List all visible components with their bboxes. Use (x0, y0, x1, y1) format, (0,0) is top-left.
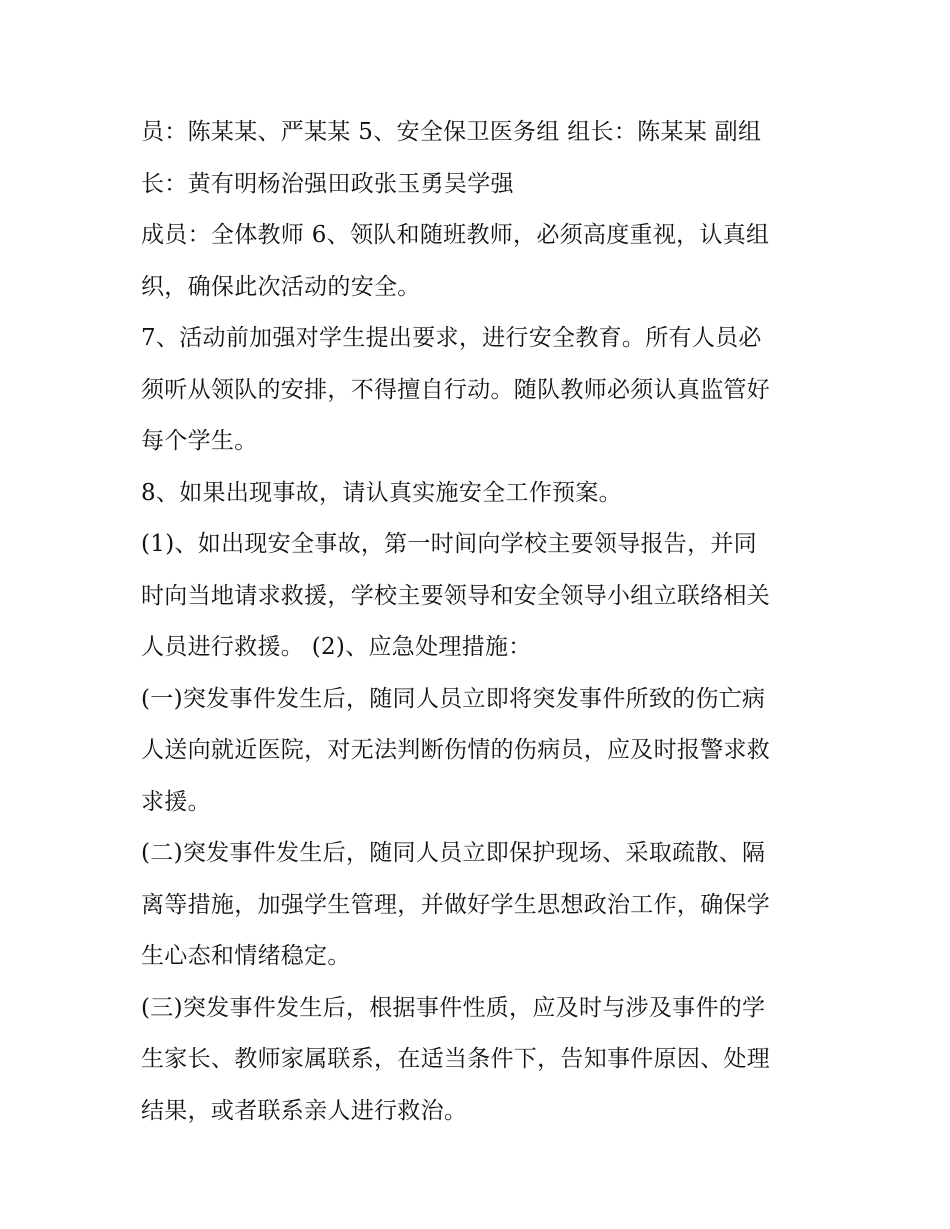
text-line: 人员进行救援。 (2)、应急处理措施： (141, 634, 532, 660)
text-line: 成员：全体教师 6、领队和随班教师，必须高度重视，认真组 (141, 222, 770, 248)
text-line: 求援。 (141, 788, 211, 815)
text-line: 8、如果出现事故，请认真实施安全工作预案。 (141, 479, 622, 506)
text-line: 员：陈某某、严某某 5、安全保卫医务组 组长：陈某某 副组 (141, 119, 762, 145)
text-line: 长：黄有明杨治强田政张玉勇吴学强 (141, 170, 514, 197)
text-line: 须听从领队的安排，不得擅自行动。随队教师必须认真监管好 (141, 376, 771, 403)
text-line: 生心态和情绪稳定。 (141, 943, 351, 969)
text-line: 7、活动前加强对学生提出要求，进行安全教育。所有人员必 (141, 325, 762, 351)
text-line: 织，确保此次活动的安全。 (141, 273, 421, 300)
text-line: 人送向就近医院，对无法判断伤情的伤病员，应及时报警求救 (141, 737, 771, 763)
text-line: (三)突发事件发生后，根据事件性质，应及时与涉及事件的学 (141, 994, 766, 1021)
document-body (141, 107, 821, 1137)
text-line: 生家长、教师家属联系，在适当条件下，告知事件原因、处理 (141, 1046, 771, 1072)
text-line: 每个学生。 (141, 428, 258, 454)
text-line: 离等措施，加强学生管理，并做好学生思想政治工作，确保学 (141, 891, 771, 918)
text-line: (二)突发事件发生后，随同人员立即保护现场、采取疏散、隔 (141, 840, 766, 866)
text-line: (一)突发事件发生后，随同人员立即将突发事件所致的伤亡病 (141, 685, 766, 712)
text-line: 结果，或者联系亲人进行救治。 (141, 1097, 468, 1124)
text-line: (1)、如出现安全事故，第一时间向学校主要领导报告，并同 (141, 531, 757, 557)
text-line: 时向当地请求救援，学校主要领导和安全领导小组立联络相关 (141, 582, 771, 609)
